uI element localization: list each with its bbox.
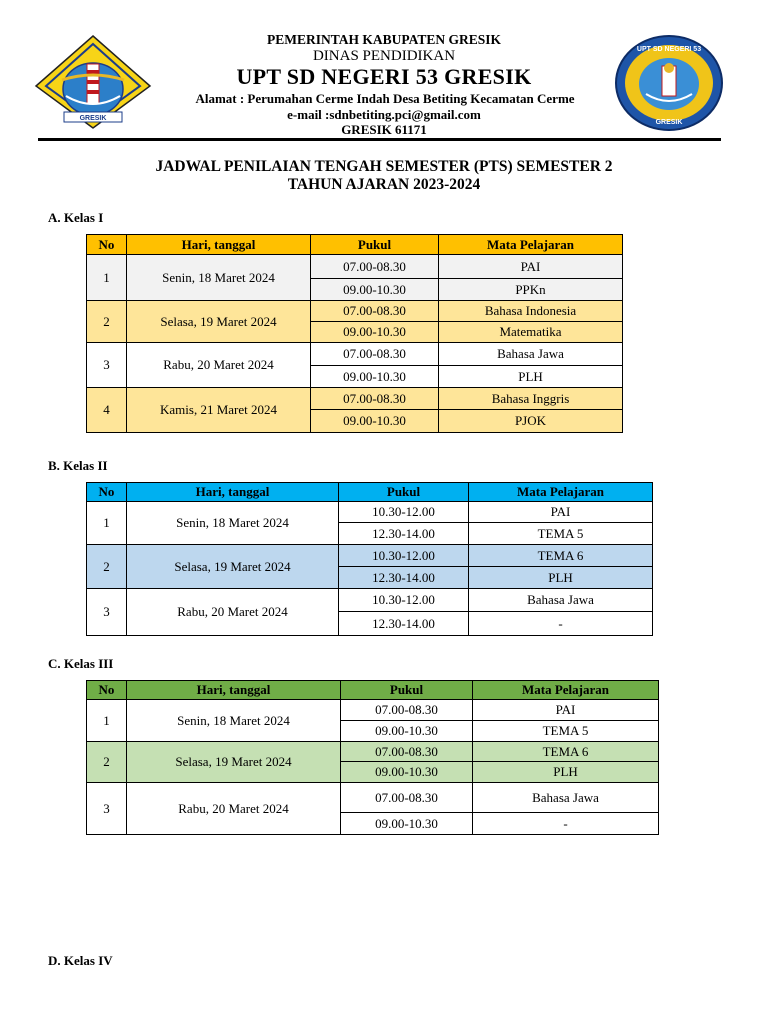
- cell-subject: TEMA 6: [473, 742, 659, 762]
- column-header-time: Pukul: [341, 681, 473, 700]
- cell-subject: PLH: [439, 366, 623, 388]
- cell-subject: Matematika: [439, 322, 623, 343]
- cell-subject: PPKn: [439, 279, 623, 301]
- schedule-table: [86, 234, 623, 433]
- letterhead-divider: [38, 138, 721, 141]
- document-title-line2: TAHUN AJARAN 2023-2024: [287, 176, 481, 193]
- schedule-table: [86, 680, 659, 835]
- table-row: [87, 343, 623, 366]
- cell-no: 4: [87, 388, 127, 433]
- cell-time: 07.00-08.30: [311, 301, 439, 322]
- cell-no: 2: [87, 545, 127, 589]
- cell-no: 3: [87, 783, 127, 835]
- table-header-row: [87, 483, 653, 502]
- table-row: [87, 545, 653, 567]
- cell-day: Rabu, 20 Maret 2024: [127, 589, 339, 636]
- cell-subject: PAI: [469, 502, 653, 523]
- school-city: GRESIK 61171: [341, 122, 427, 137]
- table-header-row: [87, 235, 623, 255]
- table-row: [87, 783, 659, 813]
- section-label: D. Kelas IV: [48, 953, 113, 968]
- section-label: C. Kelas III: [48, 656, 114, 671]
- cell-subject: Bahasa Indonesia: [439, 301, 623, 322]
- right-logo-bottom-text: GRESIK: [655, 119, 683, 126]
- column-header-day: Hari, tanggal: [127, 681, 341, 700]
- cell-time: 07.00-08.30: [311, 343, 439, 366]
- cell-day: Senin, 18 Maret 2024: [127, 502, 339, 545]
- cell-time: 12.30-14.00: [339, 523, 469, 545]
- cell-subject: -: [473, 813, 659, 835]
- cell-day: Rabu, 20 Maret 2024: [127, 783, 341, 835]
- table-row: [87, 301, 623, 322]
- cell-time: 09.00-10.30: [311, 366, 439, 388]
- column-header-day: Hari, tanggal: [127, 235, 311, 255]
- cell-day: Selasa, 19 Maret 2024: [127, 301, 311, 343]
- cell-time: 09.00-10.30: [311, 322, 439, 343]
- cell-time: 09.00-10.30: [311, 410, 439, 433]
- cell-time: 07.00-08.30: [341, 742, 473, 762]
- cell-subject: Bahasa Inggris: [439, 388, 623, 410]
- column-header-no: No: [87, 235, 127, 255]
- left-logo-text: GRESIK: [79, 115, 107, 122]
- cell-no: 1: [87, 700, 127, 742]
- cell-time: 12.30-14.00: [339, 567, 469, 589]
- cell-day: Selasa, 19 Maret 2024: [127, 742, 341, 783]
- cell-no: 3: [87, 343, 127, 388]
- cell-time: 09.00-10.30: [341, 813, 473, 835]
- cell-subject: -: [469, 612, 653, 636]
- department-line: DINAS PENDIDIKAN: [312, 48, 456, 64]
- column-header-subject: Mata Pelajaran: [439, 235, 623, 255]
- cell-day: Selasa, 19 Maret 2024: [127, 545, 339, 589]
- cell-time: 12.30-14.00: [339, 612, 469, 636]
- cell-time: 09.00-10.30: [341, 721, 473, 742]
- cell-time: 07.00-08.30: [341, 700, 473, 721]
- cell-subject: Bahasa Jawa: [439, 343, 623, 366]
- government-line: PEMERINTAH KABUPATEN GRESIK: [266, 32, 502, 47]
- cell-time: 09.00-10.30: [311, 279, 439, 301]
- column-header-time: Pukul: [339, 483, 469, 502]
- section-label: B. Kelas II: [48, 458, 108, 473]
- cell-subject: TEMA 6: [469, 545, 653, 567]
- school-email: e-mail :sdnbetiting.pci@gmail.com: [287, 107, 481, 122]
- cell-no: 2: [87, 301, 127, 343]
- column-header-subject: Mata Pelajaran: [473, 681, 659, 700]
- cell-day: Kamis, 21 Maret 2024: [127, 388, 311, 433]
- cell-subject: Bahasa Jawa: [473, 783, 659, 813]
- cell-time: 10.30-12.00: [339, 502, 469, 523]
- document-title-line1: JADWAL PENILAIAN TENGAH SEMESTER (PTS) SEMESTER 2: [155, 158, 613, 175]
- school-address: Alamat : Perumahan Cerme Indah Desa Betiting Kecamatan Cerme: [195, 91, 575, 106]
- cell-time: 10.30-12.00: [339, 589, 469, 612]
- schedule-table: [86, 482, 653, 636]
- column-header-no: No: [87, 483, 127, 502]
- cell-subject: PAI: [439, 255, 623, 279]
- cell-time: 09.00-10.30: [341, 762, 473, 783]
- cell-time: 07.00-08.30: [311, 255, 439, 279]
- cell-subject: Bahasa Jawa: [469, 589, 653, 612]
- cell-subject: TEMA 5: [469, 523, 653, 545]
- cell-subject: PLH: [473, 762, 659, 783]
- section-label: A. Kelas I: [48, 210, 104, 225]
- table-row: [87, 255, 623, 279]
- cell-day: Senin, 18 Maret 2024: [127, 700, 341, 742]
- cell-day: Rabu, 20 Maret 2024: [127, 343, 311, 388]
- table-row: [87, 742, 659, 762]
- table-row: [87, 589, 653, 612]
- cell-time: 07.00-08.30: [311, 388, 439, 410]
- table-row: [87, 388, 623, 410]
- table-row: [87, 700, 659, 721]
- school-name: UPT SD NEGERI 53 GRESIK: [236, 64, 532, 89]
- column-header-day: Hari, tanggal: [127, 483, 339, 502]
- table-row: [87, 502, 653, 523]
- table-header-row: [87, 681, 659, 700]
- cell-subject: TEMA 5: [473, 721, 659, 742]
- cell-subject: PLH: [469, 567, 653, 589]
- cell-no: 3: [87, 589, 127, 636]
- cell-time: 10.30-12.00: [339, 545, 469, 567]
- cell-no: 1: [87, 502, 127, 545]
- cell-subject: PAI: [473, 700, 659, 721]
- cell-day: Senin, 18 Maret 2024: [127, 255, 311, 301]
- cell-time: 07.00-08.30: [341, 783, 473, 813]
- column-header-time: Pukul: [311, 235, 439, 255]
- column-header-subject: Mata Pelajaran: [469, 483, 653, 502]
- cell-no: 2: [87, 742, 127, 783]
- right-logo-text: UPT SD NEGERI 53: [636, 46, 702, 53]
- cell-subject: PJOK: [439, 410, 623, 433]
- cell-no: 1: [87, 255, 127, 301]
- column-header-no: No: [87, 681, 127, 700]
